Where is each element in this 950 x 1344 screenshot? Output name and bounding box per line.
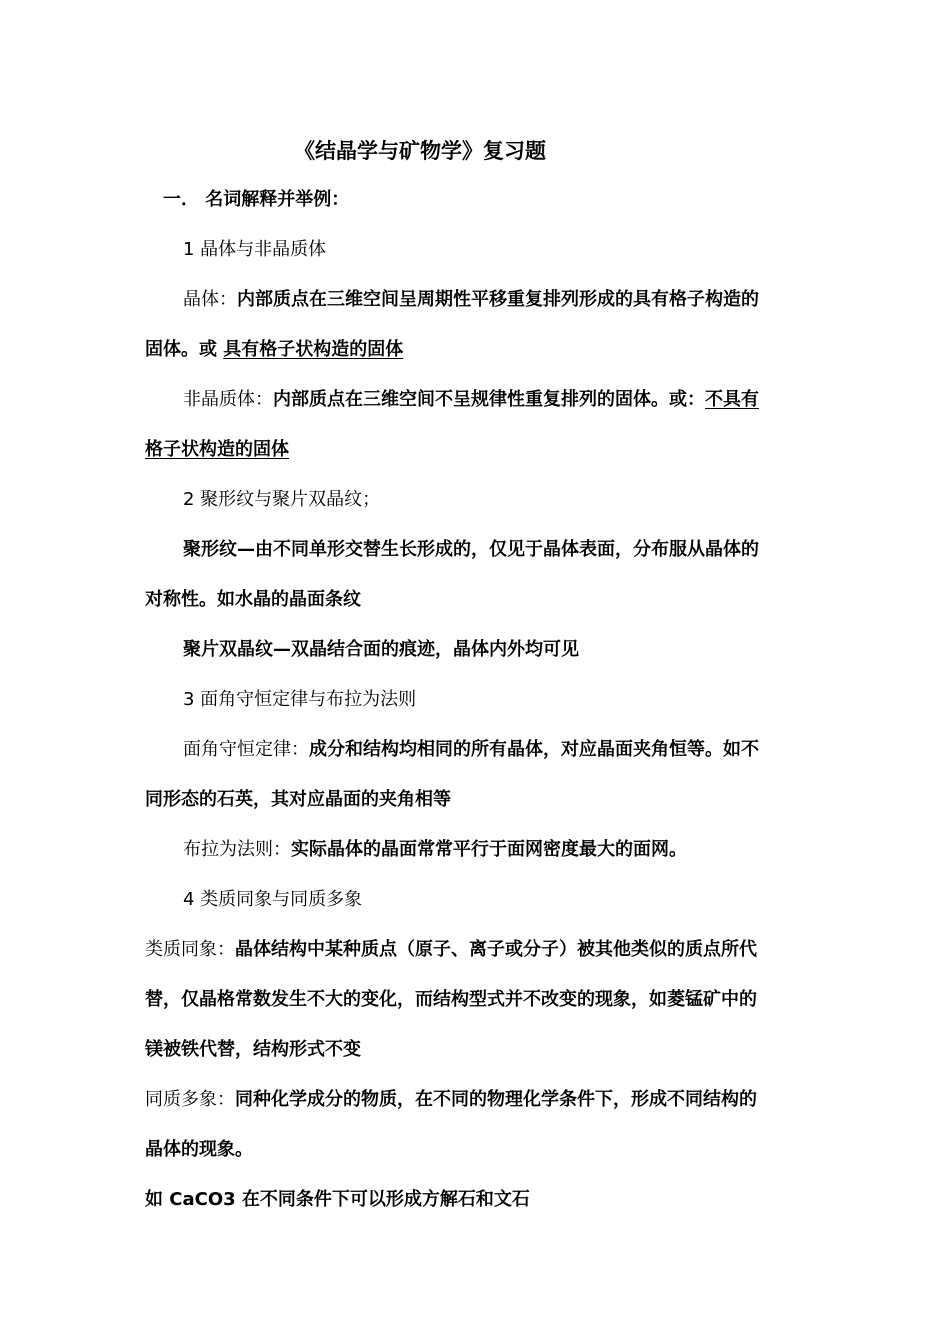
polymorphism-line-1: [145, 1087, 757, 1113]
amorphous-definition-line-1: [183, 387, 759, 413]
polysynthetic-twin-striation: 聚片双晶纹—双晶结合面的痕迹，晶体内外均可见: [183, 639, 579, 660]
isomorphism-line-1: [145, 937, 757, 963]
polymorphism-line-2: 晶体的现象。: [145, 1139, 253, 1160]
document-title: 《结晶学与矿物学》复习题: [294, 139, 546, 163]
polymorphism-label: 同质多象：: [145, 1089, 235, 1110]
crystal-definition-line-2: [145, 337, 403, 363]
question-4-heading: 4 类质同象与同质多象: [183, 889, 363, 910]
amorphous-alt-definition-cont: 格子状构造的固体: [145, 439, 289, 460]
isomorphism-label: 类质同象：: [145, 939, 235, 960]
crystal-definition: 内部质点在三维空间呈周期性平移重复排列形成的具有格子构造的: [237, 289, 759, 310]
polymorphism-example: 如 CaCO3 在不同条件下可以形成方解石和文石: [145, 1189, 530, 1210]
crystal-label: 晶体：: [183, 289, 237, 310]
question-3-heading: 3 面角守恒定律与布拉为法则: [183, 689, 417, 710]
isomorphism-line-2: 替，仅晶格常数发生不大的变化，而结构型式并不改变的现象，如菱锰矿中的: [145, 989, 757, 1010]
question-2-heading: 2 聚形纹与聚片双晶纹；: [183, 489, 381, 510]
combination-striation-line-2: 对称性。如水晶的晶面条纹: [145, 589, 361, 610]
isomorphism-line-3: 镁被铁代替，结构形式不变: [145, 1039, 361, 1060]
angle-constancy-line-2: 同形态的石英，其对应晶面的夹角相等: [145, 789, 451, 810]
crystal-definition-cont: 固体。或: [145, 339, 224, 360]
crystal-definition-line-1: [183, 287, 759, 313]
amorphous-label: 非晶质体：: [183, 389, 273, 410]
bravais-label: 布拉为法则：: [183, 839, 291, 860]
section-heading: 一． 名词解释并举例：: [163, 189, 350, 210]
combination-striation-line-1: 聚形纹—由不同单形交替生长形成的，仅见于晶体表面，分布服从晶体的: [183, 539, 759, 560]
amorphous-definition: 内部质点在三维空间不呈规律性重复排列的固体。或：: [273, 389, 705, 410]
polymorphism-definition: 同种化学成分的物质，在不同的物理化学条件下，形成不同结构的: [235, 1089, 757, 1110]
crystal-alt-definition: 具有格子状构造的固体: [223, 339, 404, 360]
question-1-heading: 1 晶体与非晶质体: [183, 239, 327, 260]
angle-constancy-line-1: [183, 737, 759, 763]
amorphous-alt-definition: 不具有: [705, 389, 759, 410]
bravais-law-line: [183, 837, 687, 863]
angle-constancy-definition: 成分和结构均相同的所有晶体，对应晶面夹角恒等。如不: [309, 739, 759, 760]
isomorphism-definition: 晶体结构中某种质点（原子、离子或分子）被其他类似的质点所代: [235, 939, 757, 960]
bravais-definition: 实际晶体的晶面常常平行于面网密度最大的面网。: [291, 839, 687, 860]
angle-constancy-label: 面角守恒定律：: [183, 739, 309, 760]
